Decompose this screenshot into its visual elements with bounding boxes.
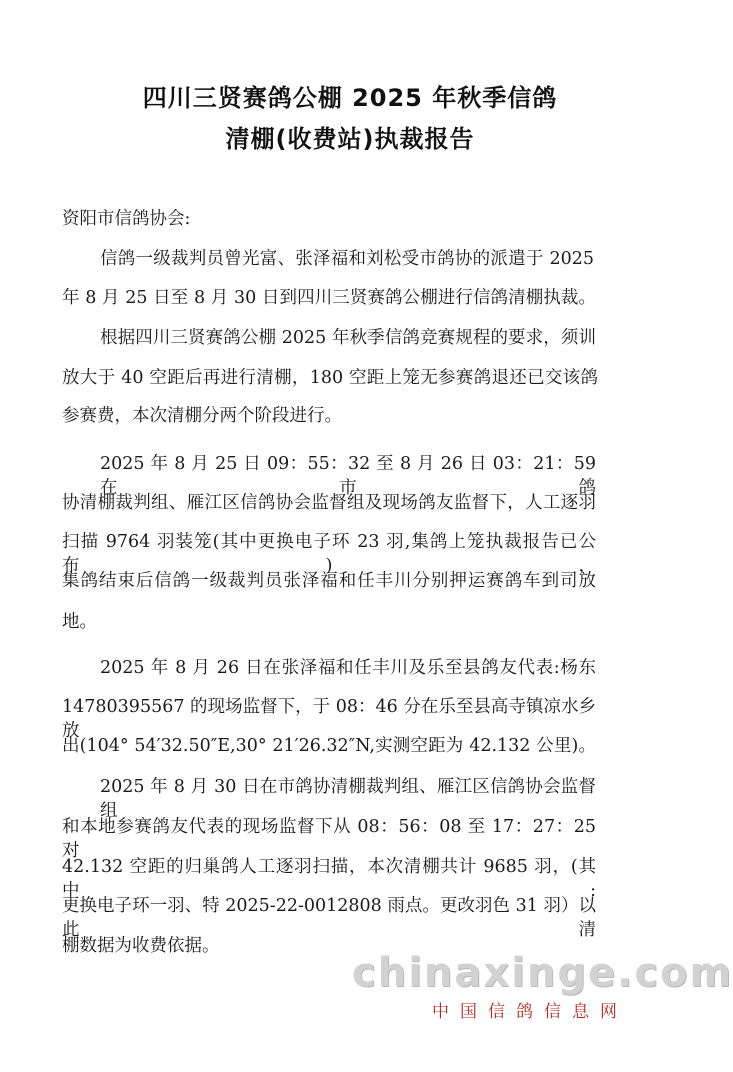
body-line-12: 14780395567 的现场监督下，于 08：46 分在乐至县高寺镇凉水乡放: [62, 697, 596, 741]
body-line-7: 协清棚裁判组、雁江区信鸽协会监督组及现场鸽友监督下，人工逐羽: [62, 493, 596, 513]
body-line-11: 2025 年 8 月 26 日在张泽福和任丰川及乐至县鸽友代表:杨东: [100, 658, 596, 678]
body-line-9: 集鸽结束后信鸽一级裁判员张泽福和任丰川分别押运赛鸽车到司放: [62, 571, 596, 591]
watermark-subtitle: 中国信鸽信息网: [432, 1002, 628, 1022]
body-line-10: 地。: [62, 612, 97, 632]
report-title-line-1: 四川三贤赛鸽公棚 2025 年秋季信鸽: [142, 84, 558, 112]
report-title-line-2: 清棚(收费站)执裁报告: [225, 125, 475, 153]
body-line-3: 根据四川三贤赛鸽公棚 2025 年秋季信鸽竞赛规程的要求，须训: [100, 328, 596, 348]
watermark-logo: chinaxinge.com: [352, 950, 733, 996]
body-line-2: 年 8 月 25 日至 8 月 30 日到四川三贤赛鸽公棚进行信鸽清棚执裁。: [62, 288, 596, 308]
body-line-1: 信鸽一级裁判员曾光富、张泽福和刘松受市鸽协的派遣于 2025: [100, 249, 594, 269]
body-line-13: 出(104° 54′32.50″E,30° 21′26.32″N,实测空距为 42.132 公里)。: [62, 736, 596, 756]
body-line-4: 放大于 40 空距后再进行清棚，180 空距上笼无参赛鸽退还已交该鸽: [62, 368, 598, 388]
body-line-5: 参赛费，本次清棚分两个阶段进行。: [62, 406, 342, 426]
body-line-15: 和本地参赛鸽友代表的现场监督下从 08：56：08 至 17：27：25 对: [62, 817, 596, 861]
body-line-6: 2025 年 8 月 25 日 09：55：32 至 8 月 26 日 03：21：59 在市鸽: [100, 454, 596, 498]
body-line-18: 棚数据为收费依据。: [62, 936, 220, 956]
body-line-14: 2025 年 8 月 30 日在市鸽协清棚裁判组、雁江区信鸽协会监督组: [100, 777, 596, 821]
body-line-17: 更换电子环一羽、特 2025-22-0012808 雨点。更改羽色 31 羽）以此清: [62, 896, 596, 940]
salutation: 资阳市信鸽协会:: [62, 209, 191, 229]
body-line-16: 42.132 空距的归巢鸽人工逐羽扫描，本次清棚共计 9685 羽，(其中:: [62, 857, 596, 901]
body-line-8: 扫描 9764 羽装笼(其中更换电子环 23 羽,集鸽上笼执裁报告已公布)，: [62, 532, 596, 576]
